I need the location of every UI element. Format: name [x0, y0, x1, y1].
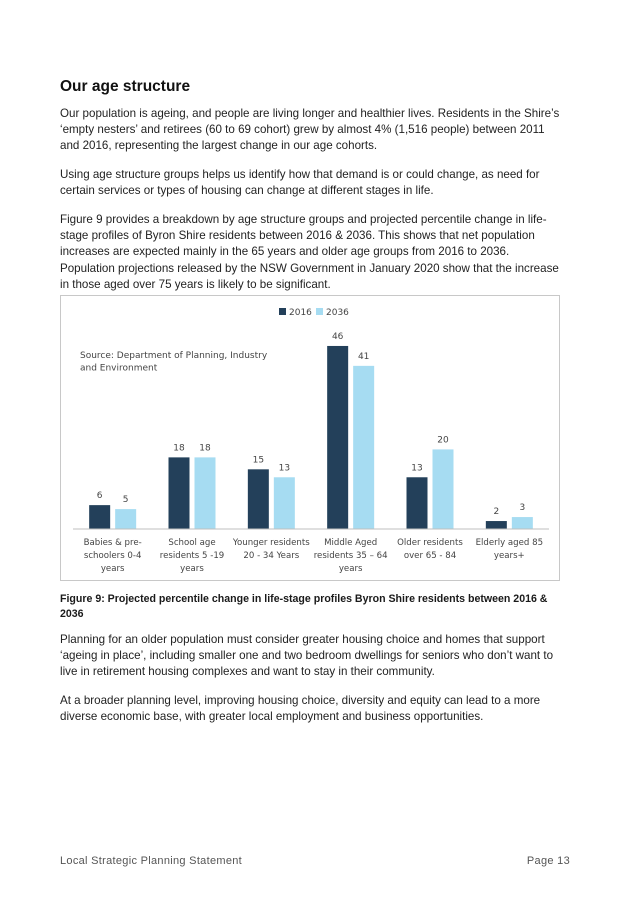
legend-swatch-2016 [279, 308, 286, 315]
paragraph-figure-intro: Figure 9 provides a breakdown by age structure groups and projected percentile change in life-stage profiles of Byron Shire residents between 2016 & 2036. This shows that net population increases are expected mainly in the 65 years and older age groups from 2016 to 2036. Population projections released by the NSW Government in January 2020 show that the increase in those aged over 75 years is likely to be significant. [60, 213, 559, 291]
figure-caption: Figure 9: Projected percentile change in life-stage profiles Byron Shire residents between 2016 & 2036 [60, 593, 548, 620]
data-label-2036-5: 3 [519, 503, 526, 514]
chart-source-note: Source: Department of Planning, Industry [80, 351, 268, 361]
category-label-5: years+ [493, 551, 525, 561]
category-label-1: years [180, 564, 204, 574]
category-label-1: residents 5 -19 [159, 551, 225, 561]
category-label-2: Younger residents [232, 538, 310, 548]
category-label-4: Older residents [397, 538, 463, 548]
bar-2036-4 [433, 449, 454, 529]
category-label-5: Elderly aged 85 [475, 538, 544, 548]
data-label-2036-1: 18 [199, 443, 211, 454]
bar-2036-5 [512, 517, 533, 529]
age-structure-chart [60, 295, 560, 581]
bar-2016-5 [486, 521, 507, 529]
bar-2036-0 [115, 509, 136, 529]
category-label-0: schoolers 0-4 [83, 551, 142, 561]
page-title: Our age structure [60, 78, 191, 95]
category-label-4: over 65 - 84 [403, 551, 457, 561]
paragraph-ageing: Our population is ageing, and people are living longer and healthier lives. Residents in the Shire’s ‘empty nesters’ and retirees (60 to 69 cohort) grew by almost 4% (1,516 people) between 2011 and 2016, representing the largest change in our age cohorts. [60, 107, 560, 153]
bar-2016-3 [327, 346, 348, 529]
paragraph-broader-planning: At a broader planning level, improving housing choice, diversity and equity can lead to a more diverse economic base, with greater local employment and business opportunities. [60, 694, 541, 724]
data-label-2036-0: 5 [122, 495, 129, 506]
data-label-2016-0: 6 [96, 491, 103, 502]
category-label-3: residents 35 – 64 [313, 551, 388, 561]
data-label-2016-2: 15 [252, 455, 265, 466]
category-label-1: School age [168, 538, 216, 548]
data-label-2036-4: 20 [437, 435, 449, 446]
category-label-3: years [338, 564, 363, 574]
data-label-2036-3: 41 [357, 351, 370, 362]
bar-2036-1 [195, 457, 216, 529]
paragraph-age-groups: Using age structure groups helps us identify how that demand is or could change, as need for certain services or types of housing can change at different stages in life. [60, 168, 540, 198]
data-label-2016-4: 13 [411, 463, 423, 474]
bar-2036-3 [353, 366, 374, 529]
chart-source-note: and Environment [80, 363, 158, 374]
data-label-2016-3: 46 [331, 331, 344, 342]
footer-document-title: Local Strategic Planning Statement [60, 855, 243, 867]
bar-2016-4 [407, 477, 428, 529]
category-label-0: years [100, 564, 125, 574]
chart-canvas [61, 296, 561, 582]
footer-page-number: Page 13 [526, 855, 570, 867]
bar-2016-2 [248, 469, 269, 529]
bar-2036-2 [274, 477, 295, 529]
category-label-3: Middle Aged [324, 538, 378, 548]
bar-2016-1 [169, 457, 190, 529]
category-label-2: 20 - 34 Years [243, 551, 300, 561]
data-label-2036-2: 13 [278, 463, 291, 474]
legend-swatch-2036 [316, 308, 323, 315]
category-label-0: Babies & pre- [83, 538, 142, 548]
legend-label-2016: 2016 [289, 308, 312, 318]
legend-label-2036: 2036 [326, 308, 349, 318]
data-label-2016-1: 18 [173, 443, 185, 454]
data-label-2016-5: 2 [493, 507, 500, 518]
bar-2016-0 [89, 505, 110, 529]
paragraph-older-population: Planning for an older population must consider greater housing choice and homes that support ‘ageing in place’, including smaller one and two bedroom dwellings for seniors who don’t want to live in retirement housing complexes and want to stay in their community. [60, 633, 554, 679]
